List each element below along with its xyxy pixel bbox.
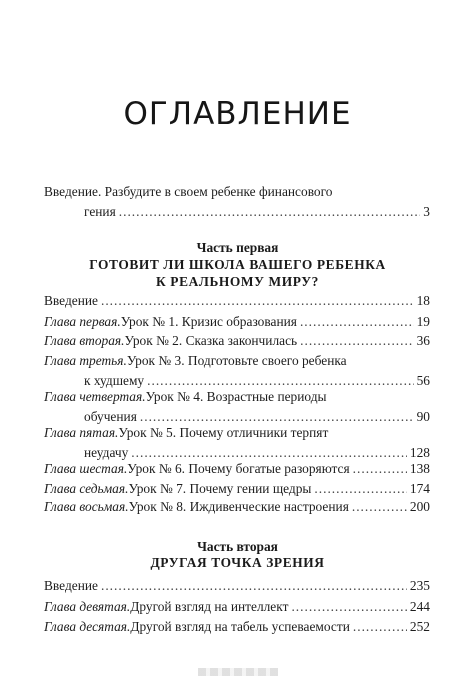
toc-entry-line: [44, 387, 430, 407]
toc-entry-text: Урок № 7. Почему гении щедры: [128, 481, 312, 496]
toc-entry: [44, 497, 430, 517]
page-number: 252: [409, 619, 430, 634]
part-subtitle-line: ДРУГАЯ ТОЧКА ЗРЕНИЯ: [150, 555, 325, 570]
dot-leader: [300, 331, 413, 351]
page-number: 90: [416, 409, 430, 424]
page-number: 138: [409, 461, 430, 476]
toc-entry: [44, 291, 430, 311]
toc-entry: [44, 351, 430, 391]
part-label: Часть вторая: [197, 539, 278, 554]
toc-entry: [44, 312, 430, 332]
toc-entry-text: гения: [84, 204, 116, 219]
toc-entry-line: [44, 479, 430, 499]
page-number: 18: [416, 293, 430, 308]
chapter-label: Глава третья.: [44, 353, 127, 368]
toc-entry-text: Введение: [44, 293, 98, 308]
chapter-label: Глава пятая.: [44, 425, 119, 440]
page-number: 174: [409, 481, 430, 496]
toc-entry-text: Введение: [44, 578, 98, 593]
toc-entry: [44, 331, 430, 351]
toc-entry-text: Другой взгляд на табель успеваемости: [130, 619, 350, 634]
part-label: Часть первая: [196, 240, 279, 255]
toc-entry-line: [44, 331, 430, 351]
toc-entry-line: [44, 351, 430, 371]
toc-entry-line: [44, 597, 430, 617]
chapter-label: Глава девятая.: [44, 599, 131, 614]
part-subtitle-line: К РЕАЛЬНОМУ МИРУ?: [156, 274, 319, 289]
toc-entry-text: Урок № 5. Почему отличники терпят: [118, 425, 329, 440]
chapter-label: Глава шестая.: [44, 461, 128, 476]
page-number: 19: [416, 314, 430, 329]
toc-entry-text: Урок № 6. Почему богатые разоряются: [127, 461, 350, 476]
page-title: ОГЛАВЛЕНИЕ: [123, 96, 352, 132]
page-number: 3: [423, 204, 430, 219]
toc-entry-text: к худшему: [84, 373, 145, 388]
dot-leader: [291, 597, 406, 617]
chapter-label: Глава восьмая.: [44, 499, 129, 514]
toc-entry-text: Урок № 8. Иждивенческие настроения: [128, 499, 349, 514]
toc-entry: [44, 617, 430, 637]
dot-leader: [300, 312, 414, 332]
toc-entry-text: Урок № 2. Сказка закончилась: [124, 333, 298, 348]
dot-leader: [119, 202, 421, 222]
toc-entry: [44, 576, 430, 596]
page-number: 36: [416, 333, 430, 348]
toc-entry: [44, 597, 430, 617]
chapter-label: Глава первая.: [44, 314, 121, 329]
toc-entry-line: [44, 459, 430, 479]
toc-entry-line: [44, 576, 430, 596]
toc-entry-line: [44, 312, 430, 332]
toc-entry: [44, 459, 430, 479]
chapter-label: Глава четвертая.: [44, 389, 146, 404]
dot-leader: [352, 497, 407, 517]
toc-entry-text: обучения: [84, 409, 137, 424]
page-number: 200: [409, 499, 430, 514]
dot-leader: [353, 617, 407, 637]
toc-entry-line: [44, 291, 430, 311]
page-number: 56: [416, 373, 430, 388]
page-number: 235: [409, 578, 430, 593]
toc-entry: [44, 479, 430, 499]
toc-entry-line: [44, 182, 430, 202]
page-number: 128: [409, 445, 430, 460]
chapter-label: Глава седьмая.: [44, 481, 129, 496]
part-subtitle-line: ГОТОВИТ ЛИ ШКОЛА ВАШЕГО РЕБЕНКА: [89, 257, 386, 272]
toc-entry-text: Другой взгляд на интеллект: [130, 599, 289, 614]
dot-leader: [101, 291, 414, 311]
chapter-label: Глава вторая.: [44, 333, 125, 348]
dot-leader: [101, 576, 407, 596]
dot-leader: [353, 459, 407, 479]
watermark-strip: [198, 668, 278, 676]
page-number: 244: [409, 599, 430, 614]
toc-entry-text: Урок № 3. Подготовьте своего ребенка: [126, 353, 347, 368]
toc-entry-text: Введение. Разбудите в своем ребенке финансового: [44, 184, 333, 199]
toc-entry: [44, 423, 430, 463]
dot-leader: [314, 479, 407, 499]
chapter-label: Глава десятая.: [44, 619, 131, 634]
toc-entry-line: [44, 497, 430, 517]
toc-entry-line: [44, 202, 430, 222]
toc-entry-intro: [44, 182, 430, 222]
toc-entry: [44, 387, 430, 427]
toc-entry-line: [44, 423, 430, 443]
toc-entry-text: Урок № 1. Кризис образования: [120, 314, 297, 329]
toc-entry-line: [44, 617, 430, 637]
toc-entry-text: Урок № 4. Возрастные периоды: [145, 389, 327, 404]
toc-entry-text: неудачу: [84, 445, 129, 460]
